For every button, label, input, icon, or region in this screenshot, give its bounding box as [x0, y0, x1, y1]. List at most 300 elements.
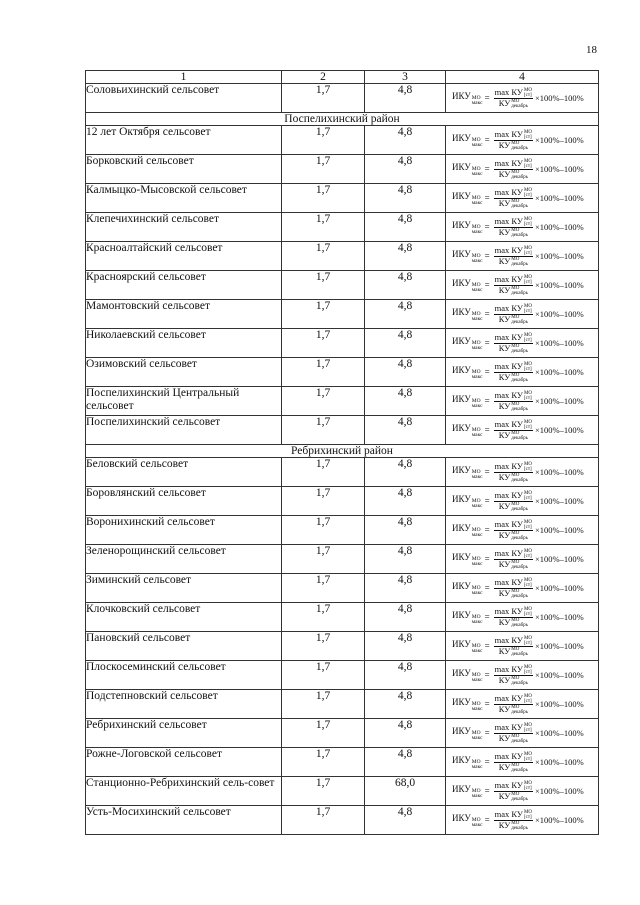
- formula-num: max КУ: [494, 244, 523, 255]
- formula-rest: ×100%–100%: [535, 640, 584, 651]
- formula-num: max КУ: [494, 779, 523, 790]
- formula-lhs-sub: макс: [471, 648, 483, 654]
- formula-eq: =: [484, 524, 490, 535]
- formula-num-sub: [ст]: [523, 698, 532, 704]
- formula-lhs-sup: МО: [471, 252, 481, 259]
- formula-lhs-sub: макс: [471, 432, 483, 438]
- formula-fraction: [494, 549, 533, 570]
- table-body: [86, 84, 599, 835]
- formula-den-sub: декабрь: [511, 377, 528, 383]
- value-col-2: 1,7: [282, 777, 365, 806]
- formula-num: max КУ: [494, 418, 523, 429]
- formula-eq: =: [484, 308, 490, 319]
- formula-lhs-sup: МО: [471, 584, 481, 591]
- formula-cell: [446, 632, 599, 661]
- formula-num: max КУ: [494, 576, 523, 587]
- formula-cell: [446, 155, 599, 184]
- value-col-2: 1,7: [282, 661, 365, 690]
- value-col-2: 1,7: [282, 358, 365, 387]
- formula-num: max КУ: [494, 460, 523, 471]
- formula-den-sup: МО: [511, 733, 520, 739]
- formula-eq: =: [484, 698, 490, 709]
- formula-lhs-sup: МО: [471, 397, 481, 404]
- formula-den-sup: МО: [511, 617, 520, 623]
- formula-num-sub: [ст]: [523, 192, 532, 198]
- municipality-name: Ребрихинский сельсовет: [86, 719, 282, 748]
- formula-num: max КУ: [494, 750, 523, 761]
- formula: [446, 458, 598, 486]
- formula-lhs: ИКУ: [452, 190, 471, 201]
- formula-num-sub: [ст]: [523, 669, 532, 675]
- formula-eq: =: [484, 553, 490, 564]
- formula-lhs-sub: макс: [471, 619, 483, 625]
- formula: [446, 387, 598, 415]
- formula-den-sub: декабрь: [511, 145, 528, 151]
- formula-num-sub: [ст]: [523, 250, 532, 256]
- formula-den: КУ: [498, 703, 511, 714]
- value-col-2: 1,7: [282, 387, 365, 416]
- formula-num-sub: [ст]: [523, 727, 532, 733]
- value-col-2: 1,7: [282, 416, 365, 445]
- formula-lhs-sup: МО: [471, 671, 481, 678]
- formula-lhs: ИКУ: [452, 522, 471, 533]
- municipality-name: 12 лет Октября сельсовет: [86, 126, 282, 155]
- formula-num-sub: [ст]: [523, 279, 532, 285]
- formula-lhs-sub: макс: [471, 764, 483, 770]
- formula-lhs: ИКУ: [452, 161, 471, 172]
- formula-num: max КУ: [494, 721, 523, 732]
- formula-num-sup: МО: [523, 158, 532, 164]
- formula-den-sup: МО: [511, 227, 520, 233]
- formula: [446, 545, 598, 573]
- formula-eq: =: [484, 134, 490, 145]
- formula-num-sub: [ст]: [523, 785, 532, 791]
- table-row: [86, 516, 599, 545]
- formula-lhs-sup: МО: [471, 787, 481, 794]
- table-row: [86, 155, 599, 184]
- formula-lhs-sub: макс: [471, 142, 483, 148]
- formula-den: КУ: [498, 558, 511, 569]
- formula-num-sup: МО: [523, 129, 532, 135]
- header-col-2: 2: [282, 71, 365, 84]
- formula-num-sup: МО: [523, 780, 532, 786]
- formula-lhs-sup: МО: [471, 310, 481, 317]
- header-col-4: 4: [446, 71, 599, 84]
- table-row: [86, 806, 599, 835]
- formula-lhs-sub: макс: [471, 287, 483, 293]
- formula-den: КУ: [498, 168, 511, 179]
- formula-den-sub: декабрь: [511, 738, 528, 744]
- formula-fraction: [494, 607, 533, 628]
- value-col-3: 4,8: [365, 84, 446, 113]
- value-col-3: 4,8: [365, 242, 446, 271]
- formula-den-sub: декабрь: [511, 709, 528, 715]
- formula-num: max КУ: [494, 605, 523, 616]
- formula-rest: ×100%–100%: [535, 698, 584, 709]
- formula-lhs-sup: МО: [471, 555, 481, 562]
- formula-lhs: ИКУ: [452, 364, 471, 375]
- formula-den: КУ: [498, 616, 511, 627]
- formula-lhs-sup: МО: [471, 758, 481, 765]
- formula-lhs-sub: макс: [471, 403, 483, 409]
- table-row: [86, 387, 599, 416]
- formula-num-sup: МО: [523, 722, 532, 728]
- formula: [446, 300, 598, 328]
- formula-cell: [446, 329, 599, 358]
- formula-lhs: ИКУ: [452, 609, 471, 620]
- value-col-3: 4,8: [365, 603, 446, 632]
- formula-cell: [446, 719, 599, 748]
- municipality-name: Подстепновский сельсовет: [86, 690, 282, 719]
- formula-fraction: [494, 159, 533, 180]
- municipality-name: Плоскосеминский сельсовет: [86, 661, 282, 690]
- formula-fraction: [494, 188, 533, 209]
- formula-lhs: ИКУ: [452, 335, 471, 346]
- formula-rest: ×100%–100%: [535, 92, 584, 103]
- formula-den: КУ: [498, 342, 511, 353]
- formula-num-sub: [ст]: [523, 395, 532, 401]
- formula-lhs-sub: макс: [471, 590, 483, 596]
- formula-fraction: [494, 362, 533, 383]
- formula: [446, 329, 598, 357]
- formula-fraction: [494, 462, 533, 483]
- formula-den-sup: МО: [511, 820, 520, 826]
- formula-den: КУ: [498, 674, 511, 685]
- municipality-name: Поспелихинский сельсовет: [86, 416, 282, 445]
- formula-num-sub: [ст]: [523, 92, 532, 98]
- formula-den: КУ: [498, 645, 511, 656]
- formula-den-sub: декабрь: [511, 825, 528, 831]
- formula-cell: [446, 242, 599, 271]
- formula-eq: =: [484, 424, 490, 435]
- page-number: 18: [586, 44, 597, 56]
- formula-den-sub: декабрь: [511, 796, 528, 802]
- value-col-3: 4,8: [365, 458, 446, 487]
- formula: [446, 690, 598, 718]
- formula: [446, 271, 598, 299]
- formula-den-sub: декабрь: [511, 406, 528, 412]
- formula-num-sup: МО: [523, 390, 532, 396]
- formula-den: КУ: [498, 761, 511, 772]
- municipality-name: Красноярский сельсовет: [86, 271, 282, 300]
- table-row: [86, 632, 599, 661]
- formula-den-sup: МО: [511, 372, 520, 378]
- formula-num-sub: [ст]: [523, 640, 532, 646]
- value-col-3: 4,8: [365, 387, 446, 416]
- formula-den-sub: декабрь: [511, 622, 528, 628]
- value-col-2: 1,7: [282, 545, 365, 574]
- formula-cell: [446, 300, 599, 329]
- formula-den-sup: МО: [511, 501, 520, 507]
- formula-num-sup: МО: [523, 519, 532, 525]
- formula-rest: ×100%–100%: [535, 785, 584, 796]
- formula-num-sup: МО: [523, 332, 532, 338]
- formula-lhs: ИКУ: [452, 812, 471, 823]
- value-col-2: 1,7: [282, 300, 365, 329]
- formula-fraction: [494, 130, 533, 151]
- formula-num: max КУ: [494, 128, 523, 139]
- formula: [446, 632, 598, 660]
- formula-num-sup: МО: [523, 635, 532, 641]
- formula-lhs-sub: макс: [471, 677, 483, 683]
- formula-cell: [446, 184, 599, 213]
- formula-lhs-sup: МО: [471, 426, 481, 433]
- formula-cell: [446, 387, 599, 416]
- municipality-name: Станционно-Ребрихинский сель-совет: [86, 777, 282, 806]
- formula-eq: =: [484, 366, 490, 377]
- formula-den: КУ: [498, 255, 511, 266]
- formula-rest: ×100%–100%: [535, 553, 584, 564]
- formula-cell: [446, 516, 599, 545]
- value-col-3: 4,8: [365, 126, 446, 155]
- formula-cell: [446, 661, 599, 690]
- formula-num-sub: [ст]: [523, 134, 532, 140]
- formula-cell: [446, 358, 599, 387]
- value-col-3: 4,8: [365, 545, 446, 574]
- value-col-2: 1,7: [282, 155, 365, 184]
- municipality-name: Озимовский сельсовет: [86, 358, 282, 387]
- formula-den-sup: МО: [511, 256, 520, 262]
- formula-rest: ×100%–100%: [535, 524, 584, 535]
- value-col-3: 4,8: [365, 690, 446, 719]
- formula-num-sub: [ст]: [523, 337, 532, 343]
- formula-eq: =: [484, 192, 490, 203]
- formula-eq: =: [484, 814, 490, 825]
- formula: [446, 487, 598, 515]
- table-row: [86, 300, 599, 329]
- formula-lhs: ИКУ: [452, 132, 471, 143]
- formula-num-sub: [ст]: [523, 524, 532, 530]
- municipality-name: Пановский сельсовет: [86, 632, 282, 661]
- section-title: Поспелихинский район: [86, 113, 599, 126]
- formula: [446, 184, 598, 212]
- header-col-3: 3: [365, 71, 446, 84]
- formula: [446, 358, 598, 386]
- table-row: [86, 719, 599, 748]
- formula-den-sub: декабрь: [511, 103, 528, 109]
- formula-lhs: ИКУ: [452, 422, 471, 433]
- formula-eq: =: [484, 337, 490, 348]
- formula-den-sub: декабрь: [511, 290, 528, 296]
- table-row: [86, 271, 599, 300]
- formula-fraction: [494, 752, 533, 773]
- section-row: [86, 445, 599, 458]
- formula-rest: ×100%–100%: [535, 669, 584, 680]
- formula-num: max КУ: [494, 663, 523, 674]
- formula-num-sub: [ст]: [523, 814, 532, 820]
- formula-den-sup: МО: [511, 430, 520, 436]
- formula-fraction: [494, 810, 533, 831]
- municipality-name: Рожне-Логовской сельсовет: [86, 748, 282, 777]
- formula-num-sub: [ст]: [523, 756, 532, 762]
- formula: [446, 155, 598, 183]
- formula-den-sub: декабрь: [511, 203, 528, 209]
- formula-lhs: ИКУ: [452, 638, 471, 649]
- formula-lhs-sub: макс: [471, 822, 483, 828]
- value-col-3: 4,8: [365, 416, 446, 445]
- formula-lhs-sub: макс: [471, 200, 483, 206]
- formula-den-sup: МО: [511, 198, 520, 204]
- value-col-3: 68,0: [365, 777, 446, 806]
- table-row: [86, 545, 599, 574]
- formula-eq: =: [484, 640, 490, 651]
- formula-num: max КУ: [494, 389, 523, 400]
- formula-den-sup: МО: [511, 140, 520, 146]
- value-col-2: 1,7: [282, 271, 365, 300]
- formula-lhs: ИКУ: [452, 667, 471, 678]
- formula-fraction: [494, 217, 533, 238]
- formula-lhs-sup: МО: [471, 94, 481, 101]
- table-row: [86, 184, 599, 213]
- formula-rest: ×100%–100%: [535, 221, 584, 232]
- municipality-name: Зеленорощинский сельсовет: [86, 545, 282, 574]
- formula-lhs-sub: макс: [471, 229, 483, 235]
- formula-den-sub: декабрь: [511, 477, 528, 483]
- value-col-3: 4,8: [365, 271, 446, 300]
- formula-den-sup: МО: [511, 530, 520, 536]
- value-col-2: 1,7: [282, 242, 365, 271]
- formula-lhs-sup: МО: [471, 339, 481, 346]
- formula-num-sup: МО: [523, 419, 532, 425]
- formula-fraction: [494, 491, 533, 512]
- formula-den-sub: декабрь: [511, 435, 528, 441]
- table-row: [86, 242, 599, 271]
- formula-eq: =: [484, 163, 490, 174]
- municipality-name: Боровлянский сельсовет: [86, 487, 282, 516]
- formula-rest: ×100%–100%: [535, 134, 584, 145]
- municipality-name: Усть-Мосихинский сельсовет: [86, 806, 282, 835]
- formula-fraction: [494, 246, 533, 267]
- formula-lhs-sup: МО: [471, 165, 481, 172]
- municipality-name: Клочковский сельсовет: [86, 603, 282, 632]
- formula-fraction: [494, 275, 533, 296]
- value-col-3: 4,8: [365, 632, 446, 661]
- formula-den-sub: декабрь: [511, 535, 528, 541]
- formula-num-sub: [ст]: [523, 582, 532, 588]
- formula-lhs-sup: МО: [471, 468, 481, 475]
- formula-lhs: ИКУ: [452, 725, 471, 736]
- formula-den-sup: МО: [511, 588, 520, 594]
- formula-den: КУ: [498, 197, 511, 208]
- table-row: [86, 458, 599, 487]
- formula-eq: =: [484, 756, 490, 767]
- formula-den: КУ: [498, 819, 511, 830]
- formula-lhs-sup: МО: [471, 642, 481, 649]
- formula-den: КУ: [498, 313, 511, 324]
- municipality-name: Соловьихинский сельсовет: [86, 84, 282, 113]
- formula-cell: [446, 777, 599, 806]
- formula-den-sup: МО: [511, 314, 520, 320]
- formula-lhs: ИКУ: [452, 754, 471, 765]
- formula-num: max КУ: [494, 302, 523, 313]
- formula-den-sub: декабрь: [511, 651, 528, 657]
- formula-den: КУ: [498, 471, 511, 482]
- formula-den-sup: МО: [511, 401, 520, 407]
- formula-lhs-sub: макс: [471, 735, 483, 741]
- formula-lhs-sub: макс: [471, 793, 483, 799]
- formula-num-sub: [ст]: [523, 466, 532, 472]
- formula-cell: [446, 603, 599, 632]
- formula-rest: ×100%–100%: [535, 466, 584, 477]
- formula-rest: ×100%–100%: [535, 756, 584, 767]
- formula-lhs: ИКУ: [452, 393, 471, 404]
- formula-rest: ×100%–100%: [535, 250, 584, 261]
- table-row: [86, 661, 599, 690]
- value-col-3: 4,8: [365, 358, 446, 387]
- formula-cell: [446, 126, 599, 155]
- formula-cell: [446, 806, 599, 835]
- formula: [446, 777, 598, 805]
- formula-num-sup: МО: [523, 245, 532, 251]
- formula-lhs-sup: МО: [471, 816, 481, 823]
- formula-num-sup: МО: [523, 303, 532, 309]
- formula-fraction: [494, 636, 533, 657]
- value-col-3: 4,8: [365, 661, 446, 690]
- municipality-name: Поспелихинский Центральный сельсовет: [86, 387, 282, 416]
- formula-num: max КУ: [494, 518, 523, 529]
- section-title: Ребрихинский район: [86, 445, 599, 458]
- formula: [446, 126, 598, 154]
- formula-fraction: [494, 723, 533, 744]
- formula-num: max КУ: [494, 215, 523, 226]
- formula-fraction: [494, 781, 533, 802]
- table-header-row: [86, 71, 599, 84]
- formula-eq: =: [484, 611, 490, 622]
- table-row: [86, 603, 599, 632]
- formula-lhs-sup: МО: [471, 368, 481, 375]
- formula-lhs-sub: макс: [471, 503, 483, 509]
- formula: [446, 242, 598, 270]
- value-col-2: 1,7: [282, 690, 365, 719]
- value-col-3: 4,8: [365, 487, 446, 516]
- formula-lhs-sup: МО: [471, 136, 481, 143]
- formula-den-sup: МО: [511, 791, 520, 797]
- formula-lhs-sub: макс: [471, 258, 483, 264]
- formula-lhs: ИКУ: [452, 277, 471, 288]
- formula-rest: ×100%–100%: [535, 279, 584, 290]
- municipality-name: Беловский сельсовет: [86, 458, 282, 487]
- formula-fraction: [494, 391, 533, 412]
- formula-rest: ×100%–100%: [535, 814, 584, 825]
- formula-den: КУ: [498, 500, 511, 511]
- value-col-2: 1,7: [282, 719, 365, 748]
- table-row: [86, 416, 599, 445]
- municipality-name: Зиминский сельсовет: [86, 574, 282, 603]
- formula-rest: ×100%–100%: [535, 366, 584, 377]
- formula: [446, 574, 598, 602]
- value-col-3: 4,8: [365, 516, 446, 545]
- value-col-3: 4,8: [365, 184, 446, 213]
- formula-eq: =: [484, 495, 490, 506]
- formula-den-sub: декабрь: [511, 506, 528, 512]
- formula-eq: =: [484, 250, 490, 261]
- formula: [446, 516, 598, 544]
- formula-den-sub: декабрь: [511, 767, 528, 773]
- formula: [446, 806, 598, 834]
- formula-den-sub: декабрь: [511, 564, 528, 570]
- formula-lhs: ИКУ: [452, 551, 471, 562]
- formula-lhs-sub: макс: [471, 345, 483, 351]
- value-col-3: 4,8: [365, 806, 446, 835]
- formula-lhs-sup: МО: [471, 700, 481, 707]
- tariff-table: [85, 70, 599, 835]
- formula-den-sup: МО: [511, 98, 520, 104]
- table-row: [86, 213, 599, 242]
- formula-num-sup: МО: [523, 274, 532, 280]
- formula-eq: =: [484, 727, 490, 738]
- formula-den-sub: декабрь: [511, 680, 528, 686]
- formula-lhs-sub: макс: [471, 100, 483, 106]
